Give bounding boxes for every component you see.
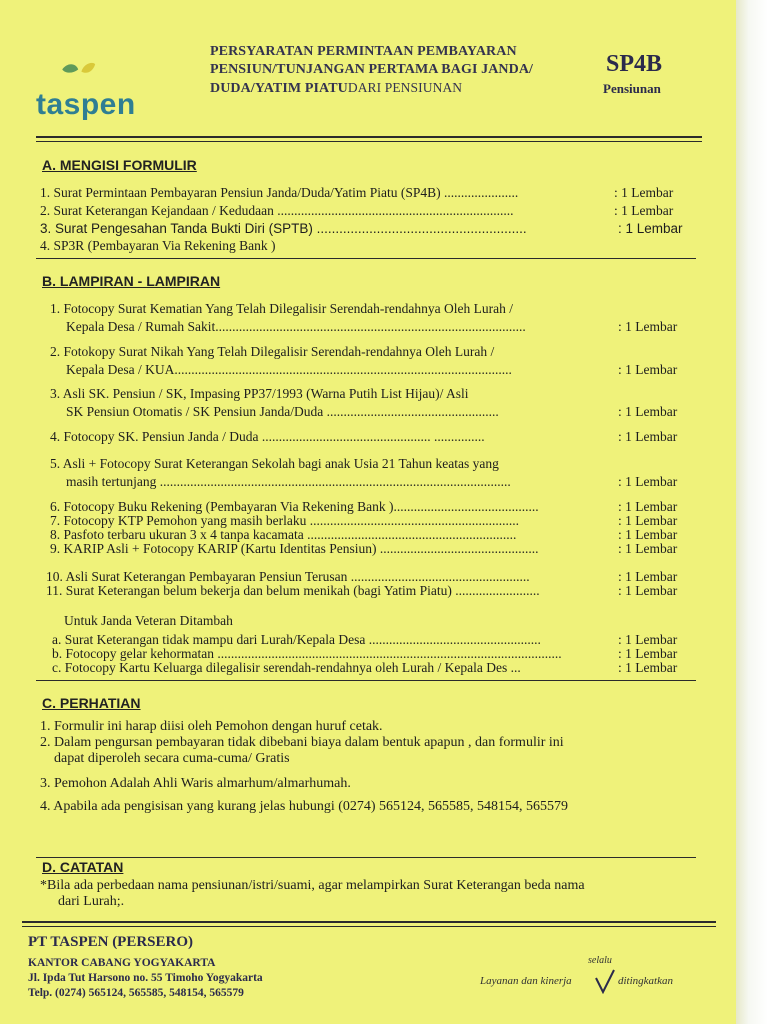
perhatian-item-2-cont: dapat diperoleh secara cuma-cuma/ Gratis [54, 751, 290, 766]
lampiran-item-5-line-1: 5. Asli + Fotocopy Surat Keterangan Sekolah bagi anak Usia 21 Tahun keatas yang [50, 456, 499, 471]
slogan-top: selalu [588, 955, 612, 966]
lampiran-item-3-amount: : 1 Lembar [618, 404, 678, 419]
catatan-line-2: dari Lurah;. [58, 894, 125, 909]
lampiran-item-7: 7. Fotocopy KTP Pemohon yang masih berlaku .............................................................. [50, 513, 519, 528]
veteran-item-a-amount: : 1 Lembar [618, 632, 678, 647]
branch-office: KANTOR CABANG YOGYAKARTA [28, 957, 216, 969]
perhatian-item-2: 2. Dalam pengursan pembayaran tidak dibebani biaya dalam bentuk apapun , dan formulir ini [40, 735, 564, 750]
lampiran-item-2-amount: : 1 Lembar [618, 362, 678, 377]
veteran-item-b-amount: : 1 Lembar [618, 646, 678, 661]
checkmark-icon [594, 968, 616, 994]
footer-divider-thin [22, 926, 716, 927]
lampiran-item-6-amount: : 1 Lembar [618, 499, 678, 514]
lampiran-item-6: 6. Fotocopy Buku Rekening (Pembayaran Via Rekening Bank )........................................... [50, 499, 539, 514]
section-a-item-1-amount: : 1 Lembar [614, 185, 674, 200]
scan-edge [736, 0, 768, 1024]
lampiran-item-3-line-2: SK Pensiun Otomatis / SK Pensiun Janda/Duda ................................................... [66, 404, 499, 419]
section-c-heading: C. PERHATIAN [42, 695, 141, 711]
lampiran-item-1-amount: : 1 Lembar [618, 319, 678, 334]
branch-phone: Telp. (0274) 565124, 565585, 548154, 565579 [28, 987, 244, 999]
form-title-suffix: DARI PENSIUNAN [347, 80, 463, 95]
veteran-item-c-amount: : 1 Lembar [618, 660, 678, 675]
section-c-divider [36, 857, 696, 858]
form-title-line-1: PERSYARATAN PERMINTAAN PEMBAYARAN [210, 44, 517, 59]
section-b-divider [36, 680, 696, 681]
lampiran-item-2-line-2: Kepala Desa / KUA.................................................................................................... [66, 362, 512, 377]
lampiran-item-5-amount: : 1 Lembar [618, 474, 678, 489]
footer-divider [22, 921, 716, 923]
lampiran-item-11: 11. Surat Keterangan belum bekerja dan belum menikah (bagi Yatim Piatu) ......................... [46, 583, 540, 598]
section-a-item-3-amount: : 1 Lembar [618, 221, 683, 236]
section-a-item-2-amount: : 1 Lembar [614, 203, 674, 218]
company-name: PT TASPEN (PERSERO) [28, 934, 194, 950]
veteran-item-c: c. Fotocopy Kartu Keluarga dilegalisir serendah-rendahnya oleh Lurah / Kepala Des ... [52, 660, 521, 675]
section-a-divider [36, 258, 696, 259]
lampiran-item-1-line-2: Kepala Desa / Rumah Sakit............................................................................................ [66, 319, 526, 334]
slogan-main: Layanan dan kinerja [480, 975, 572, 987]
veteran-item-b: b. Fotocopy gelar kehormatan ...................................................................................................... [52, 646, 562, 661]
lampiran-item-5-line-2: masih tertunjang ........................................................................................................ [66, 474, 511, 489]
perhatian-item-4: 4. Apabila ada pengisisan yang kurang jelas hubungi (0274) 565124, 565585, 548154, 565579 [40, 799, 569, 814]
lampiran-item-8: 8. Pasfoto terbaru ukuran 3 x 4 tanpa kacamata .............................................................. [50, 527, 517, 542]
lampiran-item-4: 4. Fotocopy SK. Pensiun Janda / Duda .................................................. ............... [50, 429, 485, 444]
lampiran-item-10: 10. Asli Surat Keterangan Pembayaran Pensiun Terusan ..................................................... [46, 569, 530, 584]
form-code-subtitle: Pensiunan [603, 81, 661, 96]
lampiran-item-7-amount: : 1 Lembar [618, 513, 678, 528]
section-a-item-2: 2. Surat Keterangan Kejandaan / Kedudaan ...................................................................... [40, 203, 514, 218]
veteran-heading: Untuk Janda Veteran Ditambah [64, 613, 233, 628]
branch-address: Jl. Ipda Tut Harsono no. 55 Timoho Yogyakarta [28, 972, 263, 984]
form-title-line-2: PENSIUN/TUNJANGAN PERTAMA BAGI JANDA/ [210, 62, 534, 77]
veteran-item-a: a. Surat Keterangan tidak mampu dari Lurah/Kepala Desa ................................................... [52, 632, 541, 647]
form-code: SP4B [606, 51, 663, 77]
lampiran-item-9: 9. KARIP Asli + Fotocopy KARIP (Kartu Identitas Pensiun) ............................................... [50, 541, 539, 556]
section-a-item-4: 4. SP3R (Pembayaran Via Rekening Bank ) [40, 238, 276, 253]
lampiran-item-9-amount: : 1 Lembar [618, 541, 678, 556]
perhatian-item-1: 1. Formulir ini harap diisi oleh Pemohon dengan huruf cetak. [40, 719, 383, 734]
lampiran-item-1-line-1: 1. Fotocopy Surat Kematian Yang Telah Dilegalisir Serendah-rendahnya Oleh Lurah / [50, 301, 513, 316]
lampiran-item-4-amount: : 1 Lembar [618, 429, 678, 444]
header-divider [36, 136, 702, 138]
lampiran-item-10-amount: : 1 Lembar [618, 569, 678, 584]
form-title-line-3: DUDA/YATIM PIATUDARI PENSIUNAN [210, 80, 463, 96]
catatan-line-1: *Bila ada perbedaan nama pensiunan/istri/suami, agar melampirkan Surat Keterangan beda nama [40, 878, 585, 893]
slogan-end: ditingkatkan [618, 975, 673, 987]
section-d-heading: D. CATATAN [42, 859, 124, 875]
section-b-heading: B. LAMPIRAN - LAMPIRAN [42, 273, 221, 289]
section-a-heading: A. MENGISI FORMULIR [42, 157, 197, 173]
lampiran-item-3-line-1: 3. Asli SK. Pensiun / SK, Impasing PP37/1993 (Warna Putih List Hijau)/ Asli [50, 386, 469, 401]
section-a-item-1: 1. Surat Permintaan Pembayaran Pensiun Janda/Duda/Yatim Piatu (SP4B) ...................... [40, 185, 519, 200]
brand-logo-text: taspen [36, 88, 136, 121]
lampiran-item-11-amount: : 1 Lembar [618, 583, 678, 598]
header-divider-thin [36, 141, 702, 142]
lampiran-item-2-line-1: 2. Fotokopy Surat Nikah Yang Telah Dilegalisir Serendah-rendahnya Oleh Lurah / [50, 344, 495, 359]
lampiran-item-8-amount: : 1 Lembar [618, 527, 678, 542]
perhatian-item-3: 3. Pemohon Adalah Ahli Waris almarhum/almarhumah. [40, 776, 351, 791]
section-a-item-3: 3. Surat Pengesahan Tanda Bukti Diri (SPTB) ........................................................ [40, 221, 527, 236]
